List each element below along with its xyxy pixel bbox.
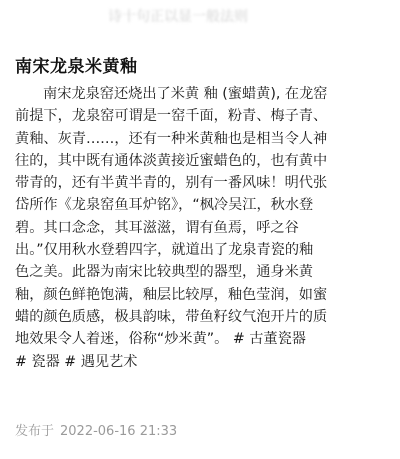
body-line: 前提下，龙泉窑可谓是一窑千面，粉青、梅子青、	[15, 108, 328, 125]
hashtag-antique-porcelain[interactable]: # 古董瓷器	[232, 331, 306, 348]
body-line: 岱所作《龙泉窑鱼耳炉铭》，“枫冷吴江，秋水登	[15, 197, 314, 214]
faded-header-text: 诗十句正以显一般法则	[108, 9, 248, 25]
body-line: 黄釉、灰青……，还有一种米黄釉也是相当令人神	[15, 130, 328, 147]
body-line: 出。”仅用秋水登碧四字，就道出了龙泉青瓷的釉	[15, 242, 314, 259]
body-line: 带青的，还有半黄半青的，别有一番风味！明代张	[15, 175, 328, 192]
body-line-with-tag	[15, 328, 388, 350]
post-title: 南宋龙泉米黄釉	[15, 57, 138, 77]
post-meta	[15, 420, 183, 439]
tag-line	[15, 351, 388, 373]
body-line: 蜡的颜色质感，极具韵味，带鱼籽纹气泡开片的质	[15, 308, 328, 325]
body-line: 南宋龙泉窑还烧出了米黄 釉 (蜜蜡黄), 在龙窑	[43, 86, 328, 102]
body-line: 往的，其中既有通体淡黄接近蜜蜡色的，也有黄中	[15, 152, 328, 169]
body-line: 地效果令人着迷，俗称“炒米黄”。	[15, 331, 229, 348]
publish-datetime: 2022-06-16 21:33	[60, 424, 178, 439]
hashtag-meet-art[interactable]: # 遇见艺术	[64, 353, 138, 370]
body-line: 碧。其口念念，其耳滋滋，谓有鱼焉，呼之谷	[15, 219, 299, 236]
top-bar	[0, 0, 400, 32]
body-line: 色之美。此器为南宋比较典型的器型，通身米黄	[15, 264, 313, 281]
publish-prefix: 发布于	[15, 424, 55, 439]
body-line: 釉，颜色鲜艳饱满，釉层比较厚，釉色莹润，如蜜	[15, 286, 328, 303]
hashtag-porcelain[interactable]: # 瓷器	[15, 353, 60, 370]
post-body	[15, 83, 388, 373]
